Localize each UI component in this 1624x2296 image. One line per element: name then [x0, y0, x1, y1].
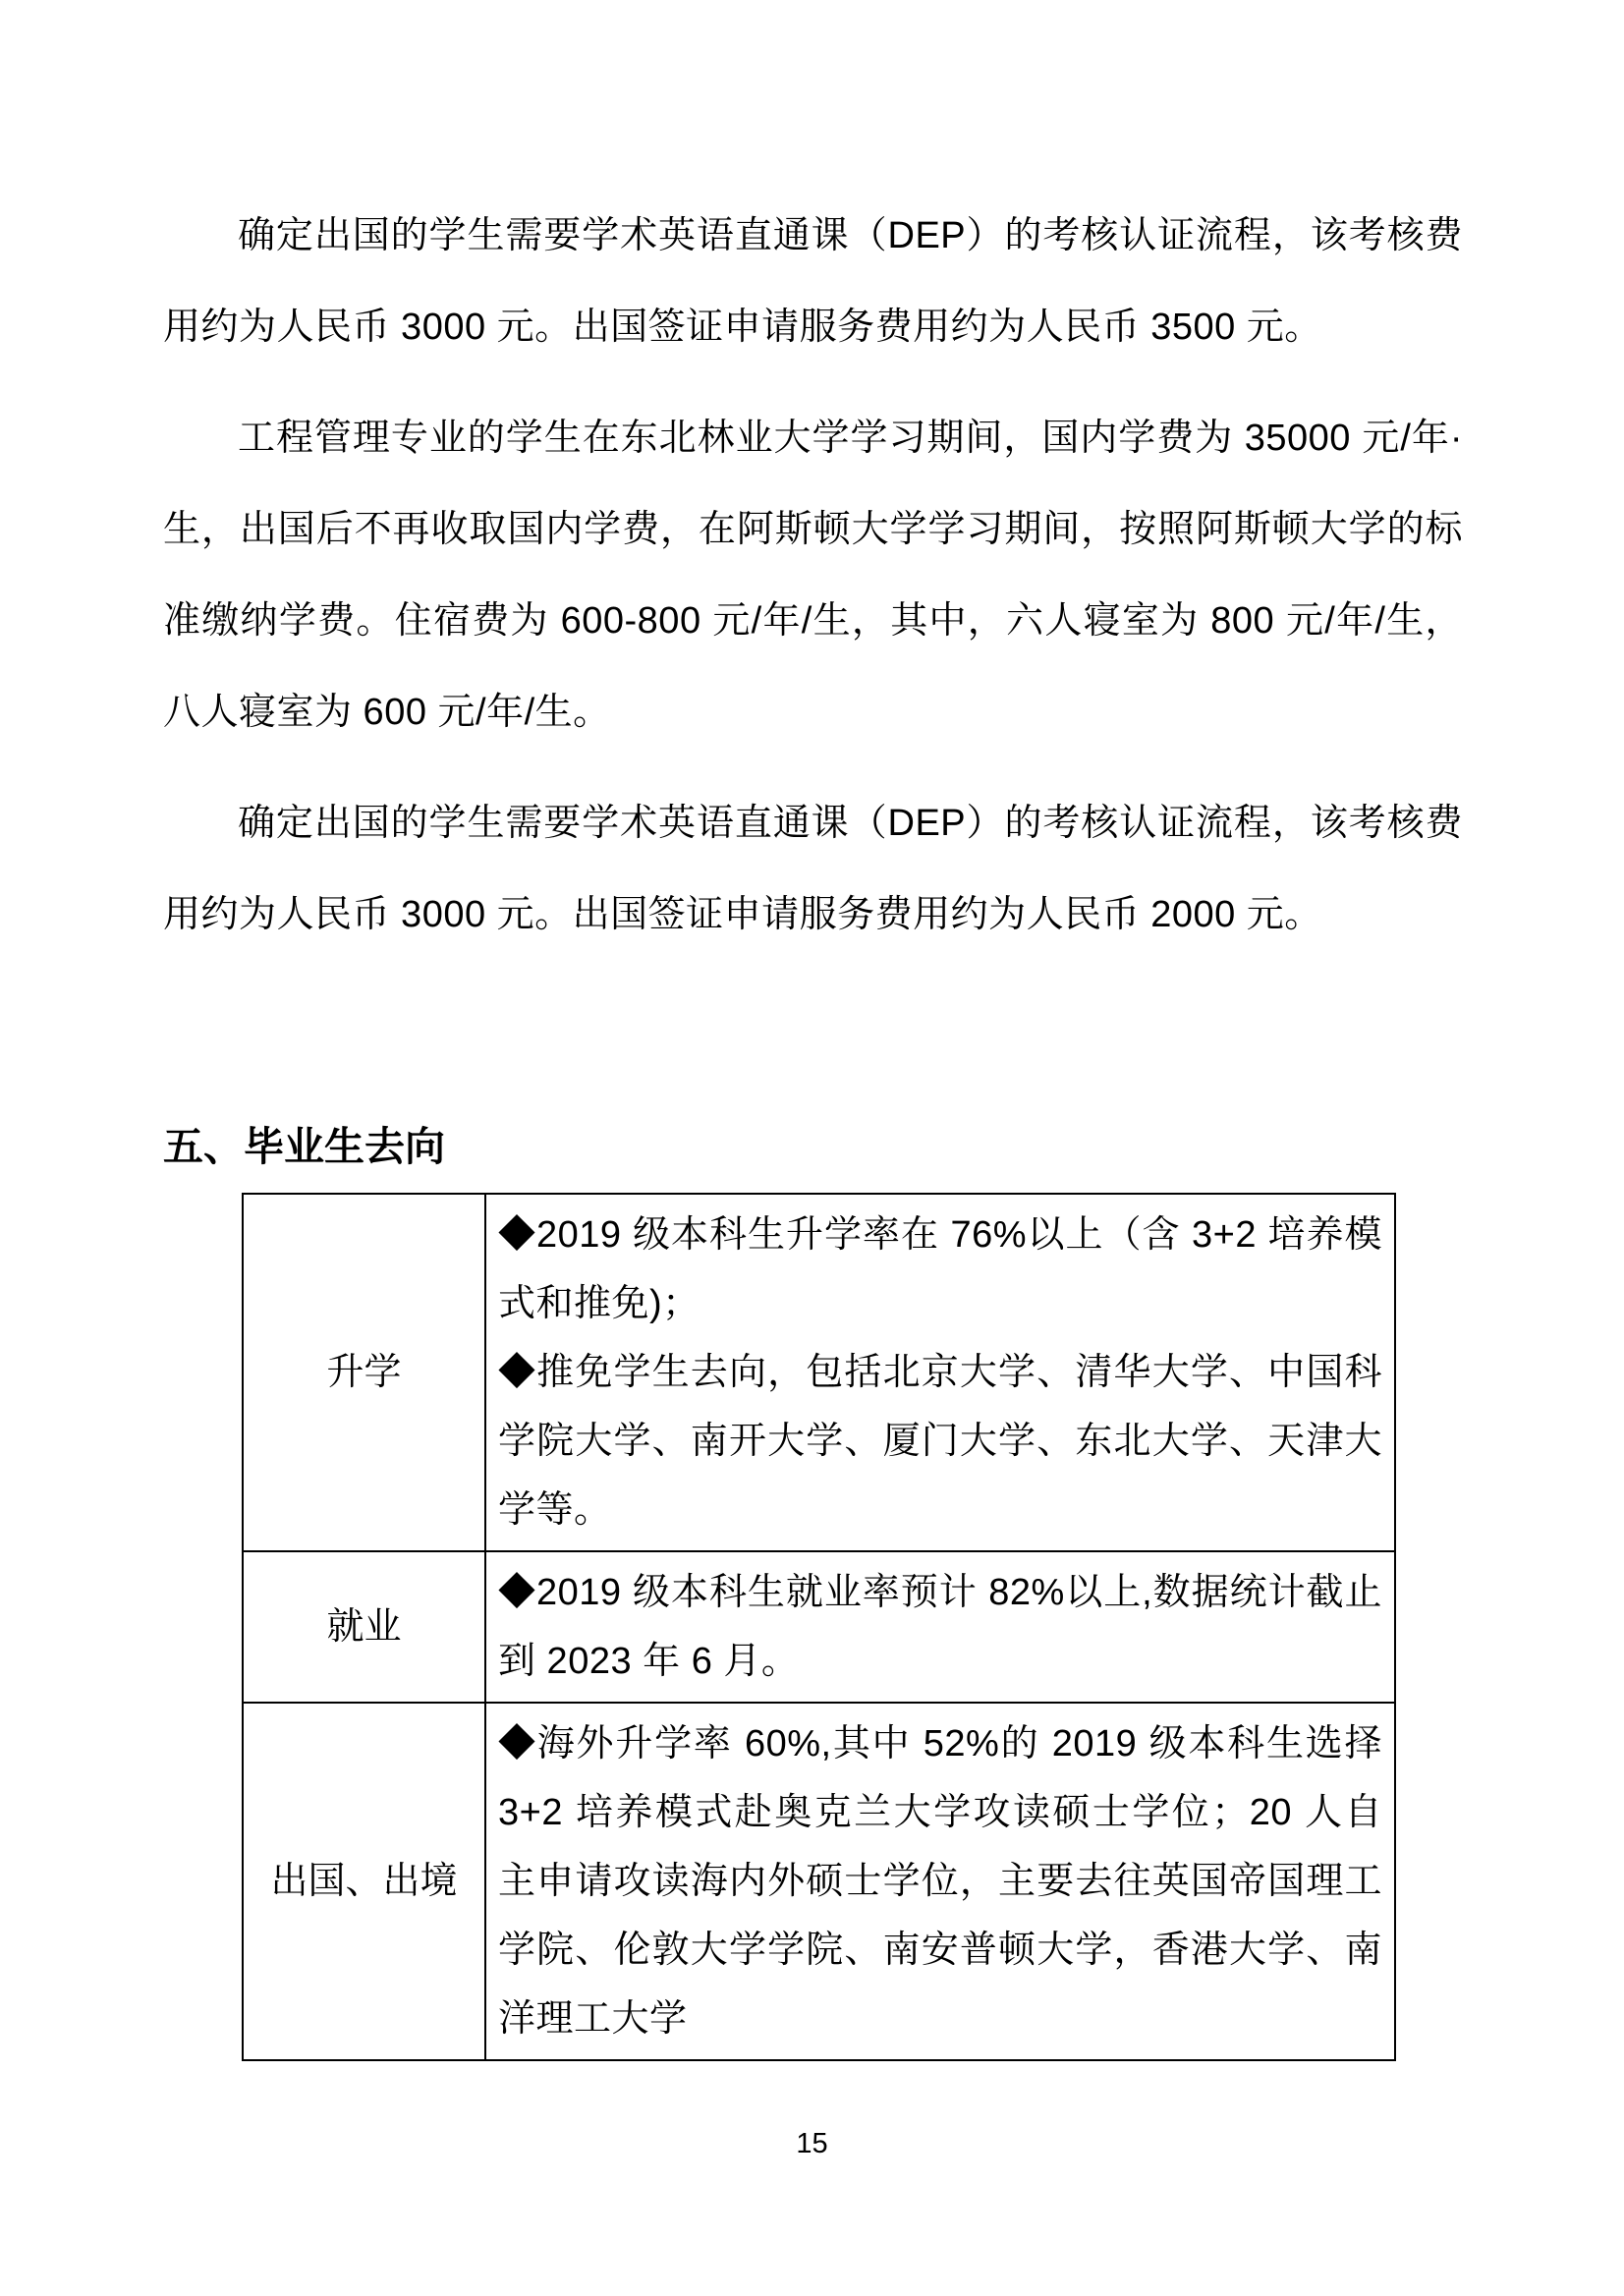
- table-row-employment: [243, 1551, 1395, 1703]
- row-label-further-study: 升学: [243, 1194, 485, 1551]
- row-label-employment: 就业: [243, 1551, 485, 1703]
- row-content-further-study: [485, 1194, 1395, 1551]
- graduate-destinations-table: [242, 1193, 1396, 2061]
- paragraph-dep-fee-1: 确定出国的学生需要学术英语直通课（DEP）的考核认证流程，该考核费用约为人民币 3000 元。出国签证申请服务费用约为人民币 3500 元。: [163, 215, 1463, 348]
- bullet-item: ◆2019 级本科生就业率预计 82%以上,数据统计截止到 2023 年 6 月。: [498, 1572, 1382, 1682]
- bullet-item: ◆2019 级本科生升学率在 76%以上（含 3+2 培养模式和推免)；: [498, 1214, 1382, 1324]
- bullet-item: ◆海外升学率 60%,其中 52%的 2019 级本科生选择 3+2 培养模式赴奥克兰大学攻读硕士学位；20 人自主申请攻读海内外硕士学位，主要去往英国帝国理工学院、伦敦大学学院、南安普顿大学，香港大学、南洋理工大学: [498, 1723, 1382, 2040]
- table-row-abroad: [243, 1703, 1395, 2060]
- section-heading-graduate-destinations: 五、毕业生去向: [163, 1124, 445, 1169]
- table-row-further-study: [243, 1194, 1395, 1551]
- page-number: 15: [796, 2128, 828, 2159]
- paragraph-tuition-fees: 工程管理专业的学生在东北林业大学学习期间，国内学费为 35000 元/年·生，出国后不再收取国内学费，在阿斯顿大学学习期间，按照阿斯顿大学的标准缴纳学费。住宿费为 600-800 元/年/生，其中，六人寝室为 800 元/年/生，八人寝室为 600 元/年/生。: [163, 418, 1463, 733]
- bullet-item: ◆推免学生去向，包括北京大学、清华大学、中国科学院大学、南开大学、厦门大学、东北大学、天津大学等。: [498, 1352, 1382, 1531]
- paragraph-dep-fee-2: 确定出国的学生需要学术英语直通课（DEP）的考核认证流程，该考核费用约为人民币 3000 元。出国签证申请服务费用约为人民币 2000 元。: [163, 803, 1463, 935]
- row-label-abroad: 出国、出境: [243, 1703, 485, 2060]
- row-content-abroad: [485, 1703, 1395, 2060]
- row-content-employment: [485, 1551, 1395, 1703]
